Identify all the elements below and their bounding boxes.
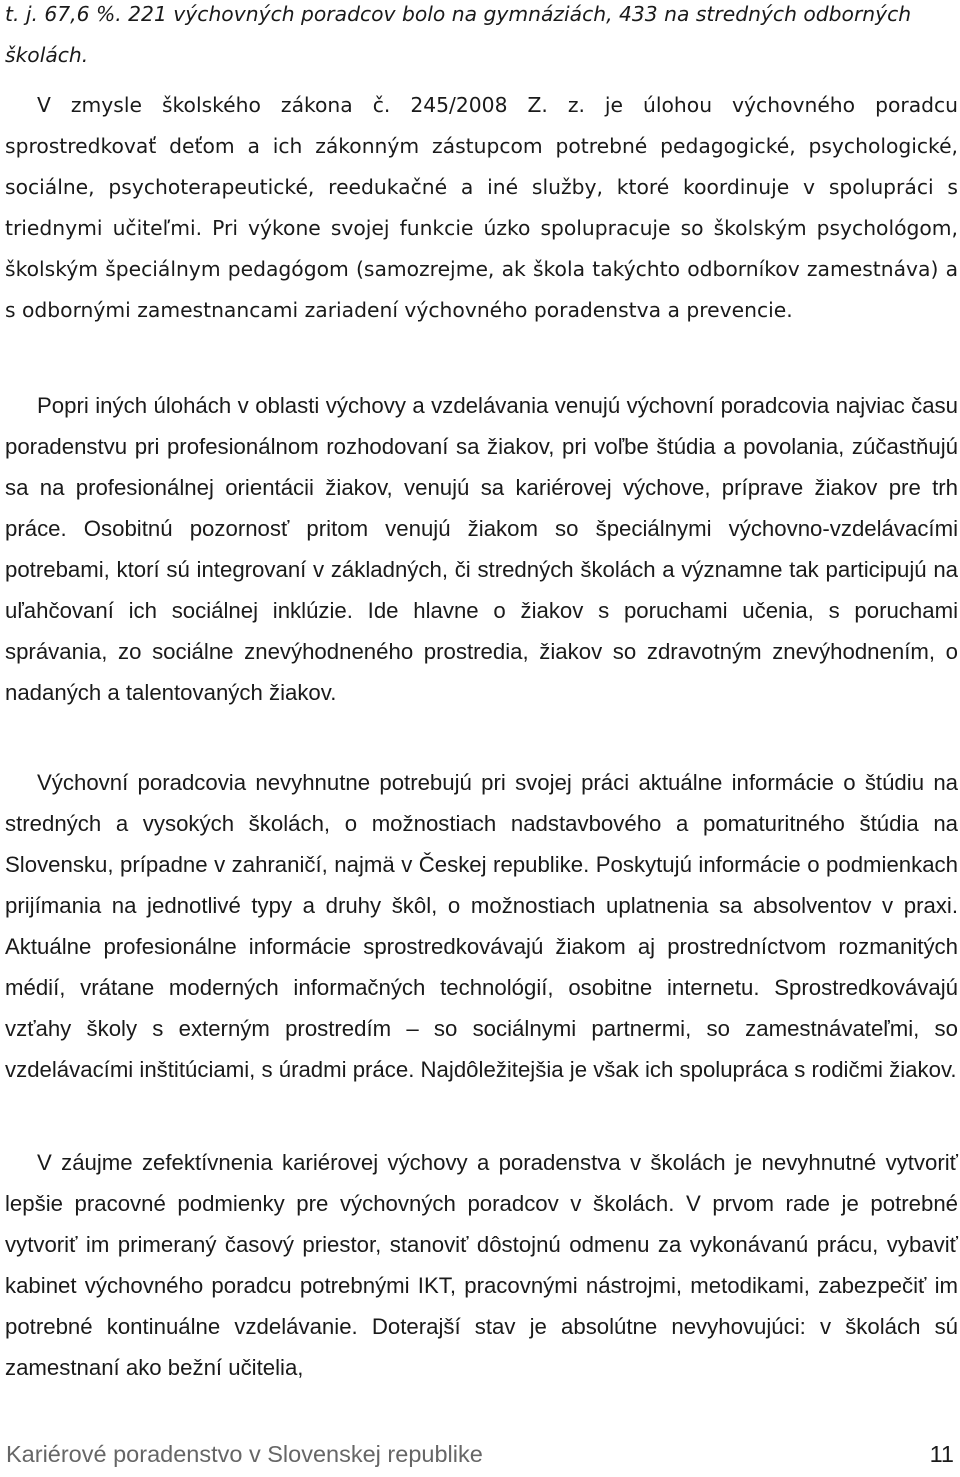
paragraph-counselor-tasks: Popri iných úlohách v oblasti výchovy a vzdelávania venujú výchovní poradcovia najviac času poradenstvu pri profesionálnom rozhodovaní sa žiakov, pri voľbe štúdia a povolania, zúčastňujú sa na profesionálnej orientácii žiakov, venujú sa kariérovej výchove, príprave žiakov pre trh práce. Osobitnú pozornosť pritom venujú žiakom so špeciálnymi výchovno-vzdelávacími potrebami, ktorí sú integrovaní v základných, či stredných školách a významne tak participujú na uľahčovaní ich sociálnej inklúzie. Ide hlavne o žiakov s poruchami učenia, s poruchami správania, zo sociálne znevýhodneného prostredia, žiakov so zdravotným znevýhodnením, o nadaných a talentovaných žiakov.: [5, 393, 958, 705]
footer-title: Kariérové poradenstvo v Slovenskej republike: [6, 1441, 483, 1467]
paragraph-continuation: t. j. 67,6 %. 221 výchovných poradcov bolo na gymnáziách, 433 na stredných odborných školách.: [5, 2, 912, 67]
paragraph-school-law: V zmysle školského zákona č. 245/2008 Z. z. je úlohou výchovného poradcu sprostredkovať deťom a ich zákonným zástupcom potrebné pedagogické, psychologické, sociálne, psychoterapeutické, reedukačné a iné služby, ktoré koordinuje v spolupráci s triednymi učiteľmi. Pri výkone svojej funkcie úzko spolupracuje so školským psychológom, školským špeciálnym pedagógom (samozrejme, ak škola takýchto odborníkov zamestnáva) a s odbornými zamestnancami zariadení výchovného poradenstva a prevencie.: [5, 93, 958, 322]
paragraph-working-conditions: V záujme zefektívnenia kariérovej výchovy a poradenstva v školách je nevyhnutné vytvoriť lepšie pracovné podmienky pre výchovných poradcov v školách. V prvom rade je potrebné vytvoriť im primeraný časový priestor, stanoviť dôstojnú odmenu za vykonávanú prácu, vybaviť kabinet výchovného poradcu potrebnými IKT, pracovnými nástrojmi, metodikami, zabezpečiť im potrebné kontinuálne vzdelávanie. Doterajší stav je absolútne nevyhovujúci: v školách sú zamestnaní ako bežní učitelia,: [5, 1150, 958, 1380]
paragraph-counselor-information: Výchovní poradcovia nevyhnutne potrebujú pri svojej práci aktuálne informácie o štúdiu na stredných a vysokých školách, o možnostiach nadstavbového a pomaturitného štúdia na Slovensku, prípadne v zahraničí, najmä v Českej republike. Poskytujú informácie o podmienkach prijímania na jednotlivé typy a druhy škôl, o možnostiach uplatnenia sa absolventov v praxi. Aktuálne profesionálne informácie sprostredkovávajú žiakom aj prostredníctvom rozmanitých médií, vrátane moderných informačných technológií, osobitne internetu. Sprostredkovávajú vzťahy školy s externým prostredím – so sociálnymi partnermi, so zamestnávateľmi, so vzdelávacími inštitúciami, s úradmi práce. Najdôležitejšia je však ich spolupráca s rodičmi žiakov.: [5, 770, 958, 1082]
page-footer: [0, 1436, 960, 1477]
page-number: 11: [929, 1441, 954, 1467]
